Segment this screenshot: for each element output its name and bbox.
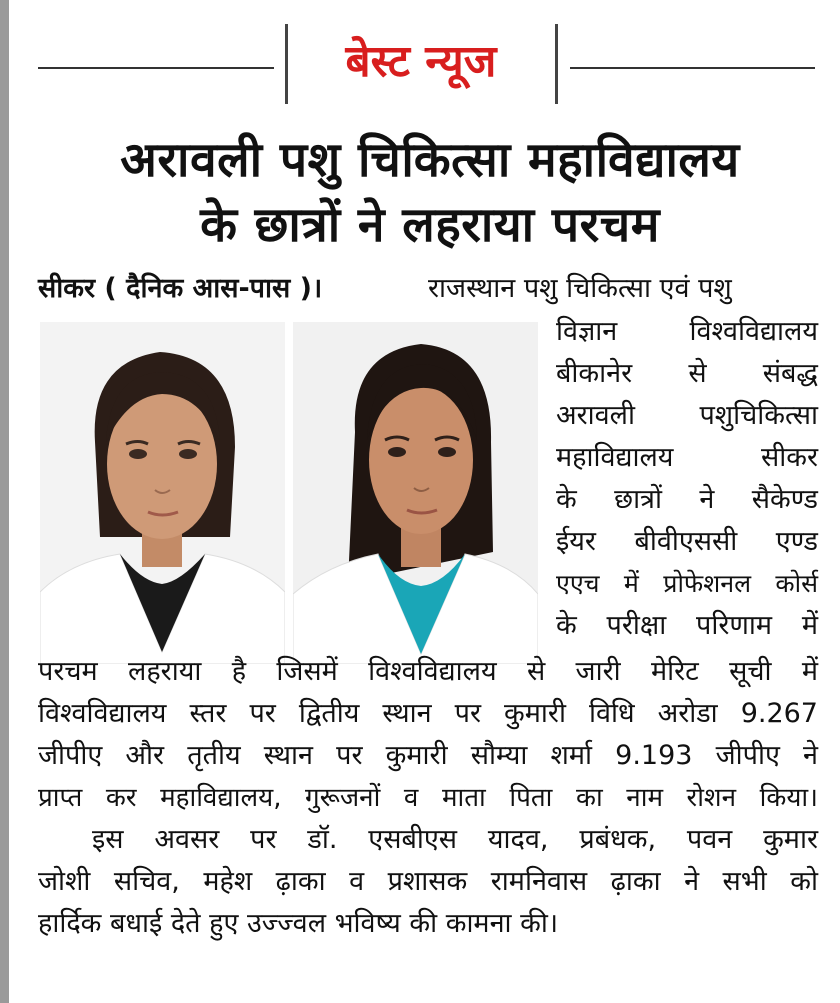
body-line: जोशी सचिव, महेश ढ़ाका व प्रशासक रामनिवास ढ़ाका ने सभी को [38, 866, 818, 897]
body-col-line: बीकानेर से संबद्ध [556, 358, 818, 389]
header-rule-left [38, 67, 274, 69]
body-col-line: के छात्रों ने सैकेण्ड [556, 484, 818, 515]
body-col-line: के परीक्षा परिणाम में [556, 610, 818, 641]
student-photo-1 [40, 322, 285, 664]
section-label: बेस्ट न्यूज [345, 36, 497, 87]
body-col-line: विज्ञान विश्वविद्यालय [556, 316, 818, 347]
section-divider-right [555, 24, 558, 104]
body-line: इस अवसर पर डॉ. एसबीएस यादव, प्रबंधक, पवन कुमार [92, 824, 818, 855]
body-line: प्राप्त कर महाविद्यालय, गुरूजनों व माता पिता का नाम रोशन किया। [38, 783, 818, 813]
page-edge-bar [0, 0, 9, 1003]
section-divider-left [285, 24, 288, 104]
body-line: परचम लहराया है जिसमें विश्वविद्यालय से जारी मेरिट सूची में [38, 656, 818, 687]
body-col-line: एएच में प्रोफेशनल कोर्स [556, 569, 818, 598]
body-col-line: ईयर बीवीएससी एण्ड [556, 526, 818, 557]
student-photo-2 [293, 322, 538, 664]
body-col-line: महाविद्यालय सीकर [556, 442, 818, 473]
header-rule-right [570, 67, 815, 69]
body-line: हार्दिक बधाई देते हुए उज्ज्वल भविष्य की कामना की। [38, 908, 559, 939]
headline-line-1: अरावली पशु चिकित्सा महाविद्यालय [120, 132, 740, 188]
intro-text: राजस्थान पशु चिकित्सा एवं पशु [428, 273, 732, 304]
body-col-line: अरावली पशुचिकित्सा [556, 400, 818, 431]
body-line: जीपीए और तृतीय स्थान पर कुमारी सौम्या शर्मा 9.193 जीपीए ने [38, 740, 818, 771]
body-line: विश्वविद्यालय स्तर पर द्वितीय स्थान पर कुमारी विधि अरोडा 9.267 [38, 698, 818, 729]
dateline: सीकर ( दैनिक आस-पास )। [38, 273, 323, 304]
headline-line-2: के छात्रों ने लहराया परचम [200, 197, 660, 253]
